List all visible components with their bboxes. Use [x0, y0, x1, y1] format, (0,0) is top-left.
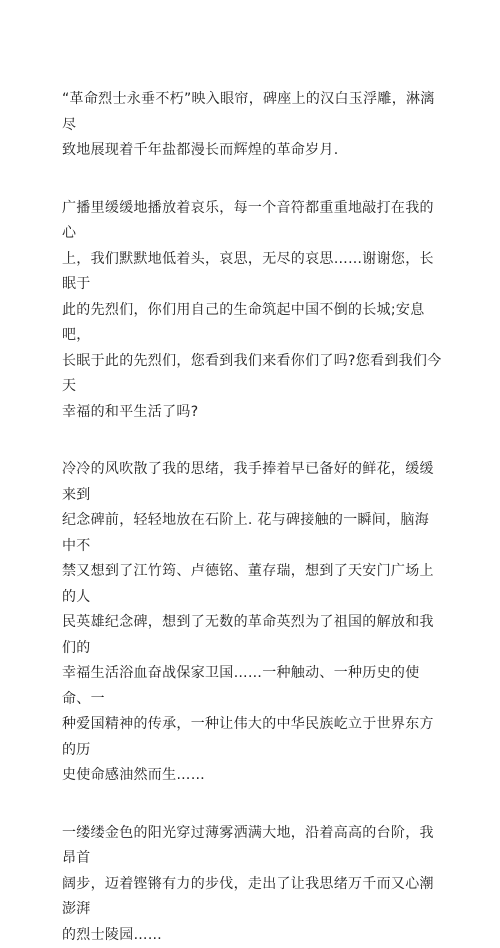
- paragraph-1: “革命烈士永垂不朽”映入眼帘，碑座上的汉白玉浮雕，淋漓尽 致地展现着千年盐都漫长而辉煌的革命岁月.: [62, 87, 442, 164]
- paragraph-4: 一缕缕金色的阳光穿过薄雾洒满大地，沿着高高的台阶，我昂首 阔步，迈着铿锵有力的步伐，走出了让我思绪万千而又心潮澎湃 的烈士陵园……: [62, 821, 442, 948]
- paragraph-3: 冷冷的风吹散了我的思绪，我手捧着早已备好的鲜花，缓缓来到 纪念碑前，轻轻地放在石阶上. 花与碑接触的一瞬间，脑海中不 禁又想到了江竹筠、卢德铭、董存瑞，想到了天安门广场上的人 民英雄纪念碑，想到了无数的革命英烈为了祖国的解放和我们的 幸福生活浴血奋战保家卫国……一种触动、一种历史的使命、一 种爱国精神的传承，一种让伟大的中华民族屹立于世界东方的历 史使命感油然而生……: [62, 457, 442, 789]
- paragraph-2: 广播里缓缓地播放着哀乐，每一个音符都重重地敲打在我的心 上，我们默默地低着头，哀思，无尽的哀思……谢谢您，长眠于 此的先烈们，你们用自己的生命筑起中国不倒的长城;安息吧， 长眠于此的先烈们，您看到我们来看你们了吗?您看到我们今天 幸福的和平生活了吗?: [62, 196, 442, 426]
- document-body: [62, 87, 442, 948]
